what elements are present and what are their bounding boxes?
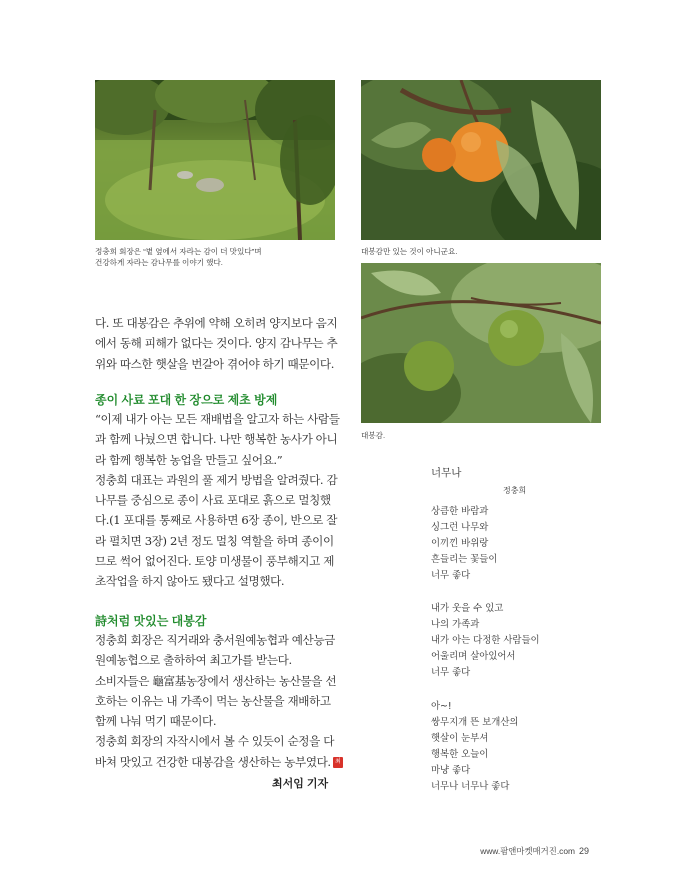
section2-heading: 詩처럼 맛있는 대봉감 [95, 614, 207, 628]
caption-line: 정충희 회장은 “볕 옆에서 자라는 감이 더 맛있다”며 [95, 247, 262, 256]
poem-line: 쌍무지개 뜬 보개산의 [431, 717, 519, 729]
section1-heading: 종이 사료 포대 한 장으로 제초 방제 [95, 393, 278, 407]
footer-url[interactable]: www.팜앤마켓매거진.com [480, 846, 575, 856]
text-line: 나무를 중심으로 종이 사료 포대로 흙으로 멀칭했 [95, 493, 331, 508]
text-line: 함께 나눠 먹기 때문이다. [95, 714, 217, 729]
green-photo-caption: 대봉감. [361, 431, 386, 440]
poem-line: 내가 아는 다정한 사람들이 [431, 635, 540, 647]
poem-line: 마냥 좋다 [431, 765, 471, 777]
text-line: 므로 썩어 없어진다. 토양 미생물이 풍부해지고 제 [95, 554, 334, 569]
text-line: 라 펼치면 3장) 2년 정도 멀칭 역할을 하며 종이이 [95, 533, 334, 548]
poem-line: 행복한 오늘이 [431, 749, 489, 761]
last-line-text: 바쳐 맛있고 건강한 대봉감을 생산하는 농부였다. [95, 754, 331, 769]
intro-paragraph [95, 313, 340, 374]
poem-line: 햇살이 눈부셔 [431, 733, 489, 745]
poem-line: 상큼한 바람과 [431, 506, 489, 517]
orchard-photo-caption [95, 246, 262, 268]
author-seal: 최 [333, 757, 343, 768]
poem-line: 너무나 너무나 좋다 [431, 781, 510, 793]
text-line: 위와 따스한 햇살을 번갈아 겪어야 하기 때문이다. [95, 356, 334, 371]
text-line: 에서 동해 피해가 없다는 것이다. 양지 감나무는 추 [95, 336, 338, 351]
orange-persimmon-photo [361, 80, 601, 240]
orange-photo-caption: 대봉감만 있는 것이 아니군요. [361, 247, 458, 256]
poem-line: 나의 가족과 [431, 619, 480, 631]
page-footer [480, 845, 589, 857]
section2-paragraph [95, 630, 340, 772]
text-line: 다.(1 포대를 통째로 사용하면 6장 종이, 반으로 잘 [95, 513, 338, 528]
text-line: 정충희 회장의 자작시에서 볼 수 있듯이 순정을 다 [95, 734, 334, 749]
poem-line: 아~! [431, 701, 452, 712]
poem-stanza-3 [431, 699, 591, 796]
poem-line: 너무 좋다 [431, 667, 471, 679]
poem-stanza-1 [431, 504, 591, 584]
poem-line: 어울리며 살아있어서 [431, 651, 516, 663]
text-line: 다. 또 대봉감은 추위에 약해 오히려 양지보다 음지 [95, 316, 338, 330]
section1-paragraph [95, 409, 340, 592]
orchard-photo [95, 80, 335, 240]
poem-line: 이끼낀 바위랑 [431, 538, 489, 550]
poem-line: 싱그런 나무와 [431, 522, 489, 534]
text-line: 라 함께 행복한 농업을 만들고 싶어요.” [95, 452, 283, 467]
poem-line: 너무 좋다 [431, 570, 471, 582]
text-line: 소비자들은 龜富基농장에서 생산하는 농산물을 선 [95, 673, 337, 688]
text-line [95, 752, 340, 772]
text-line: 정충희 대표는 과원의 풀 제거 방법을 알려줬다. 감 [95, 472, 338, 487]
text-line: 과 함께 나눴으면 합니다. 나만 행복한 농사가 아니 [95, 432, 338, 447]
poem-title: 너무나 [431, 467, 462, 479]
caption-line: 건강하게 자라는 감나무를 이야기 했다. [95, 258, 223, 267]
poem-author: 정충희 [503, 486, 527, 495]
poem-line: 내가 웃을 수 있고 [431, 603, 504, 614]
text-line: 원예농협으로 출하하여 최고가를 받는다. [95, 653, 292, 668]
poem-stanza-2 [431, 601, 591, 681]
page-number: 29 [578, 846, 589, 856]
byline: 최서임 기자 [272, 778, 329, 790]
text-line: 호하는 이유는 내 가족이 먹는 농산물을 재배하고 [95, 693, 331, 708]
text-line: 초작업을 하지 않아도 됐다고 설명했다. [95, 574, 285, 589]
green-persimmon-photo [361, 263, 601, 423]
poem-line: 흔들리는 꽃들이 [431, 554, 498, 566]
text-line: 정충희 회장은 직거래와 충서원예농협과 예산능금 [95, 633, 335, 647]
text-line: “이제 내가 아는 모든 재배법을 알고자 하는 사람들 [95, 412, 340, 426]
